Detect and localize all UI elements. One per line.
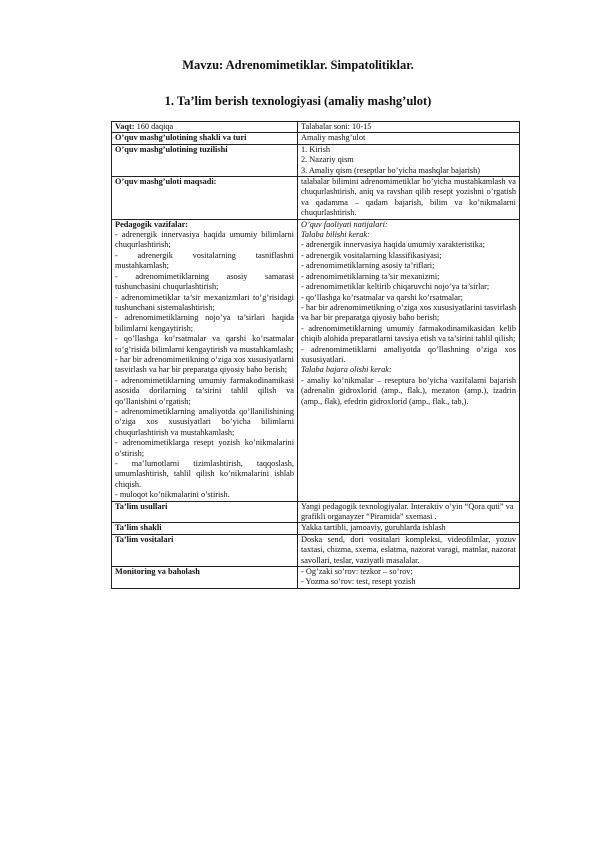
list-item: - Og’zaki so’rov: tezkor – so’rov; [301,567,413,577]
list-item: - Yozma so’rov: test, resept yozish [301,577,416,587]
structure-label: O’quv mashg’ulotining tuzilishi [112,144,298,176]
list-item: - adrenomimetiklarning amaliyotda qo’llanilishining o’ziga xos xususiyatlari bo’yicha bilimlarni chuqurlashtirish va mustahkamlash; [115,406,294,437]
form-label: O’quv mashg’ulotining shakli va turi [112,133,298,144]
list-item: - ma’lumotlarni tizimlashtirish, taqqoslash, umumlashtirish, tahlil qilish ko’nikmalarini ishlab chiqish. [115,459,294,489]
goal-label: O’quv mashg’uloti maqsadi: [112,177,298,220]
table-row [112,122,520,133]
list-item: 3. Amaliy qism (reseptlar bo’yicha mashqlar bajarish) [301,165,481,175]
table-row [112,534,520,566]
results-title: O’quv faoliyati natijalari: [301,219,388,229]
methods-label: Ta’lim usullari [112,501,298,523]
list-item: - adrenergik vositalarning tasniflashni mustahkamlash; [115,250,294,271]
list-item: - har bir adrenomimetikning o’ziga xos xususiyatlarni tasvirlash va har bir preparatga qiyosiy baho berish; [115,354,294,375]
structure-value [298,144,520,176]
tasks-label: Pedagogik vazifalar: [115,219,189,229]
methods-value: Yangi pedagogik texnologiyalar. Interaktiv o’yin “Qora quti” va grafikli organayzer “Piramida” sxemasi . [298,501,520,523]
list-item: - adrenomimetiklar keltirib chiqaruvchi nojo’ya ta’sirlar; [301,282,490,292]
list-item: - adrenomimetiklarning umumiy farmakodinamikasi asosida dorilarning ta’sirini tahlil qilish va qo’llanishini o’rgatish; [115,375,294,406]
list-item: - adrenomimetiklarni amaliyotda qo’llashning o’ziga xos xususiyatlari. [301,344,516,364]
list-item: - adrenomimetiklar ta’sir mexanizmlari to’g’risidagi tushunchani sistemalashtirish; [115,292,294,312]
list-item: 2. Nazariy qism [301,155,354,165]
section-heading: 1. Ta’lim berish texnologiyasi (amaliy mashg’ulot) [164,94,432,108]
table-row [112,501,520,523]
form2-value: Yakka tartibli, jamoaviy, guruhlarda ishlash [298,523,520,534]
time-value: 160 daqiqa [136,122,174,131]
list-item: 1. Kirish [301,144,331,154]
goal-text: talabalar bilimini adrenomimetiklar bo’yicha mustahkamlash va chuqurlashtirish, aniq va ravshan qilib resept yozishni o’rgatish va qadamma – qadam bajarish, bilim va ko’nikmalarni chuqurlashtirish. [298,177,520,220]
table-row [112,523,520,534]
list-item: - amaliy ko’nikmalar – reseptura bo’yicha vazifalarni bajarish (adrenalin gidroxlorid (amp., flak.), mezaton (amp.), izadrin (amp., flak), efedrin gidroxlorid (amp., flak., tab,). [301,375,516,406]
tasks-cell [112,219,298,501]
form-value: Amaliy mashg’ulot [298,133,520,144]
results-know-heading: Talaba bilishi kerak: [301,230,370,240]
list-item: - adrenomimetiklarning asosiy ta’riflari; [301,261,435,271]
results-cell [298,219,520,501]
table-row [112,177,520,220]
list-item: - adrenergik vositalarning klassifikasiyasi; [301,250,442,260]
time-cell [112,122,298,133]
list-item: - har bir adrenomimetikning o’ziga xos xususiyatlarini tasvirlash va har bir preparatga qiyosiy baho berish; [301,302,516,323]
table-row [112,133,520,144]
list-item: - adrenomimetiklarning asosiy samarasi tushunchasini chuqurlashtirish; [115,271,294,292]
tools-label: Ta’lim vositalari [112,534,298,566]
list-item: - adrenomimetiklarga resept yozish ko’nikmalarini o’stirish; [115,438,294,458]
table-row [112,567,520,589]
list-item: - muloqot ko’nikmalarini o’stirish. [115,490,230,500]
students-cell: Talabalar soni: 10-15 [298,122,520,133]
table-row [112,144,520,176]
page-title: Mavzu: Adrenomimetiklar. Simpatolitiklar. [182,58,414,72]
time-label: Vaqt: [115,122,135,131]
list-item: - adrenomimetiklarning ta’sir mexanizmi; [301,271,440,281]
list-item: - qo’llashga ko’rsatmalar va qarshi ko’rsatmalar to’g’risida bilimlarni kengaytirish va mustahkamlash; [115,334,294,354]
tools-value: Doska send, dori vositalari kompleksi, videofilmlar, yozuv taxtasi, chizma, sxema, eslatma, nazorat varagi, matnlar, nazorat savollari, teslar, vaziyatli masalalar. [298,534,520,566]
monitoring-label: Monitoring va baholash [112,567,298,589]
list-item: - adrenomimetiklarning umumiy farmakodinamikasidan kelib chiqib alohida preparatlarni tavsiya etish va ta’sirini tahlil qilish; [301,323,516,344]
results-do-heading: Talaba bajara olishi kerak: [301,365,392,375]
form2-label: Ta’lim shakli [112,523,298,534]
lesson-plan-table [111,121,520,589]
list-item: - qo’llashga ko’rsatmalar va qarshi ko’rsatmalar; [301,292,463,302]
list-item: - adrenergik innervasiya haqida umumiy bilimlarni chuqurlashtirish; [115,230,294,250]
table-row [112,219,520,501]
list-item: - adrenomimetiklarning nojo’ya ta’sirlari haqida bilimlarni kengaytirish; [115,313,294,333]
list-item: - adrenergik innervasiya haqida umumiy xarakteristika; [301,240,485,250]
monitoring-value [298,567,520,589]
